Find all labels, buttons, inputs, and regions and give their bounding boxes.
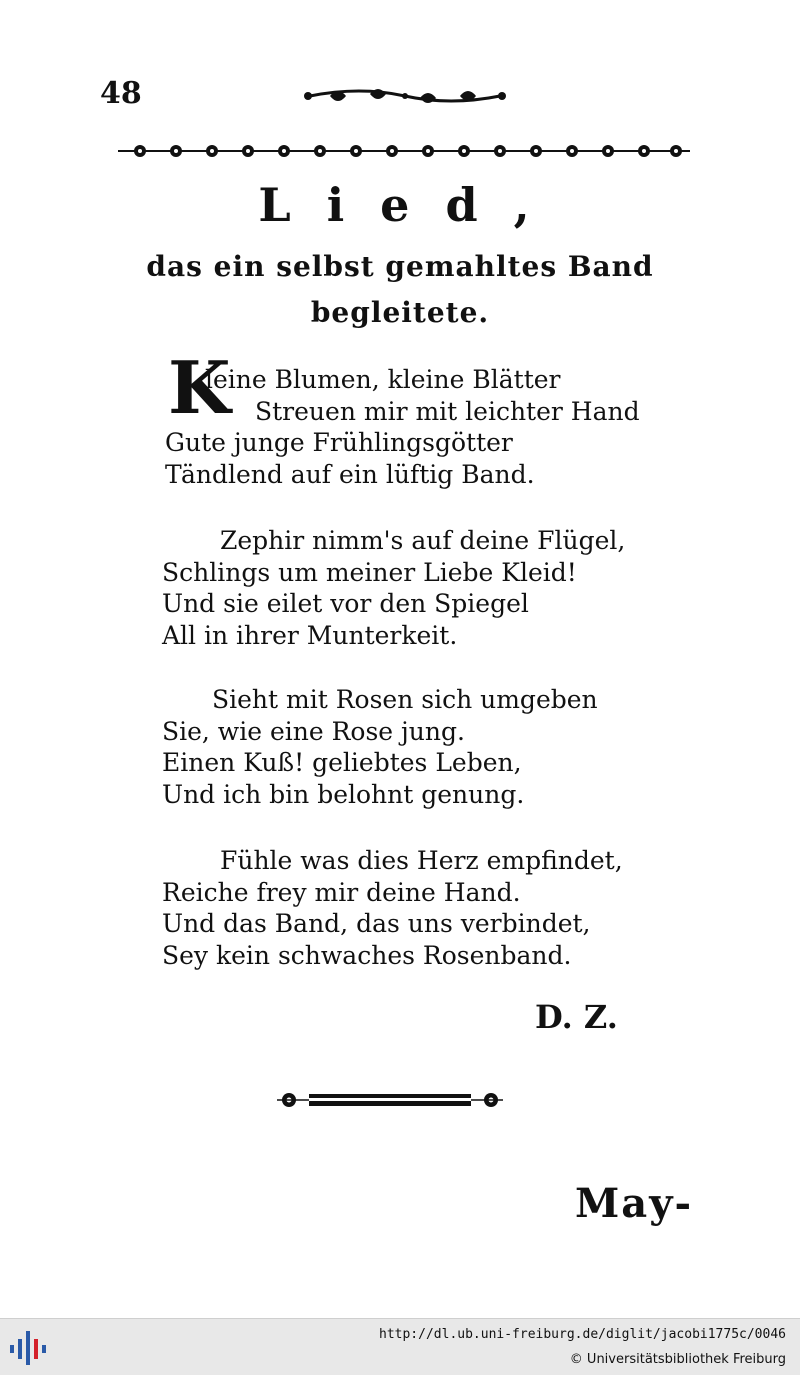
poem-subtitle-line-1: das ein selbst gemahltes Band [146,250,654,283]
verse-line: Sey kein schwaches Rosenband. [162,940,572,970]
stanza-1 [165,364,640,490]
page-number: 48 [100,76,142,111]
verse-line: Sie, wie eine Rose jung. [162,716,465,746]
copyright-notice: © Universitätsbibliothek Freiburg [569,1352,786,1367]
stanza-2 [162,525,625,651]
viewer-footer [0,1318,800,1375]
verse-line: Und ich bin belohnt genung. [162,779,525,809]
document-url[interactable]: http://dl.ub.uni-freiburg.de/diglit/jacobi1775c/0046 [379,1327,786,1342]
verse-line: Reiche frey mir deine Hand. [162,877,521,907]
ub-freiburg-logo-icon [8,1327,52,1369]
closing-rule-ornament-icon [275,1087,505,1113]
verse-line: Und das Band, das uns verbindet, [162,909,591,938]
verse-line: Gute junge Frühlingsgötter [165,428,513,457]
poem-subtitle-line-2: begleitete. [310,296,490,329]
stanza-4 [162,845,623,971]
catchword: May- [575,1180,694,1227]
verse-line: All in ihrer Munterkeit. [162,620,458,650]
verse-line: Und sie eilet vor den Spiegel [162,589,529,618]
verse-line: Schlings um meiner Liebe Kleid! [162,557,577,587]
verse-line: Tändlend auf ein lüftig Band. [165,459,535,489]
verse-line: Einen Kuß! geliebtes Leben, [162,748,522,777]
verse-line: Fühle was dies Herz empfindet, [220,846,623,875]
stanza-3 [162,684,598,810]
verse-line: Zephir nimm's auf deine Flügel, [220,526,626,555]
verse-line: Streuen mir mit leichter Hand [255,396,640,426]
poem-title: Lied, [258,178,566,232]
drop-cap-initial: K [168,345,231,430]
author-signature: D. Z. [535,998,618,1036]
verse-line: Sieht mit Rosen sich umgeben [212,685,598,714]
floral-border-icon [118,138,690,164]
verse-line: leine Blumen, kleine Blätter [205,365,561,394]
vine-ornament-icon [300,82,510,110]
